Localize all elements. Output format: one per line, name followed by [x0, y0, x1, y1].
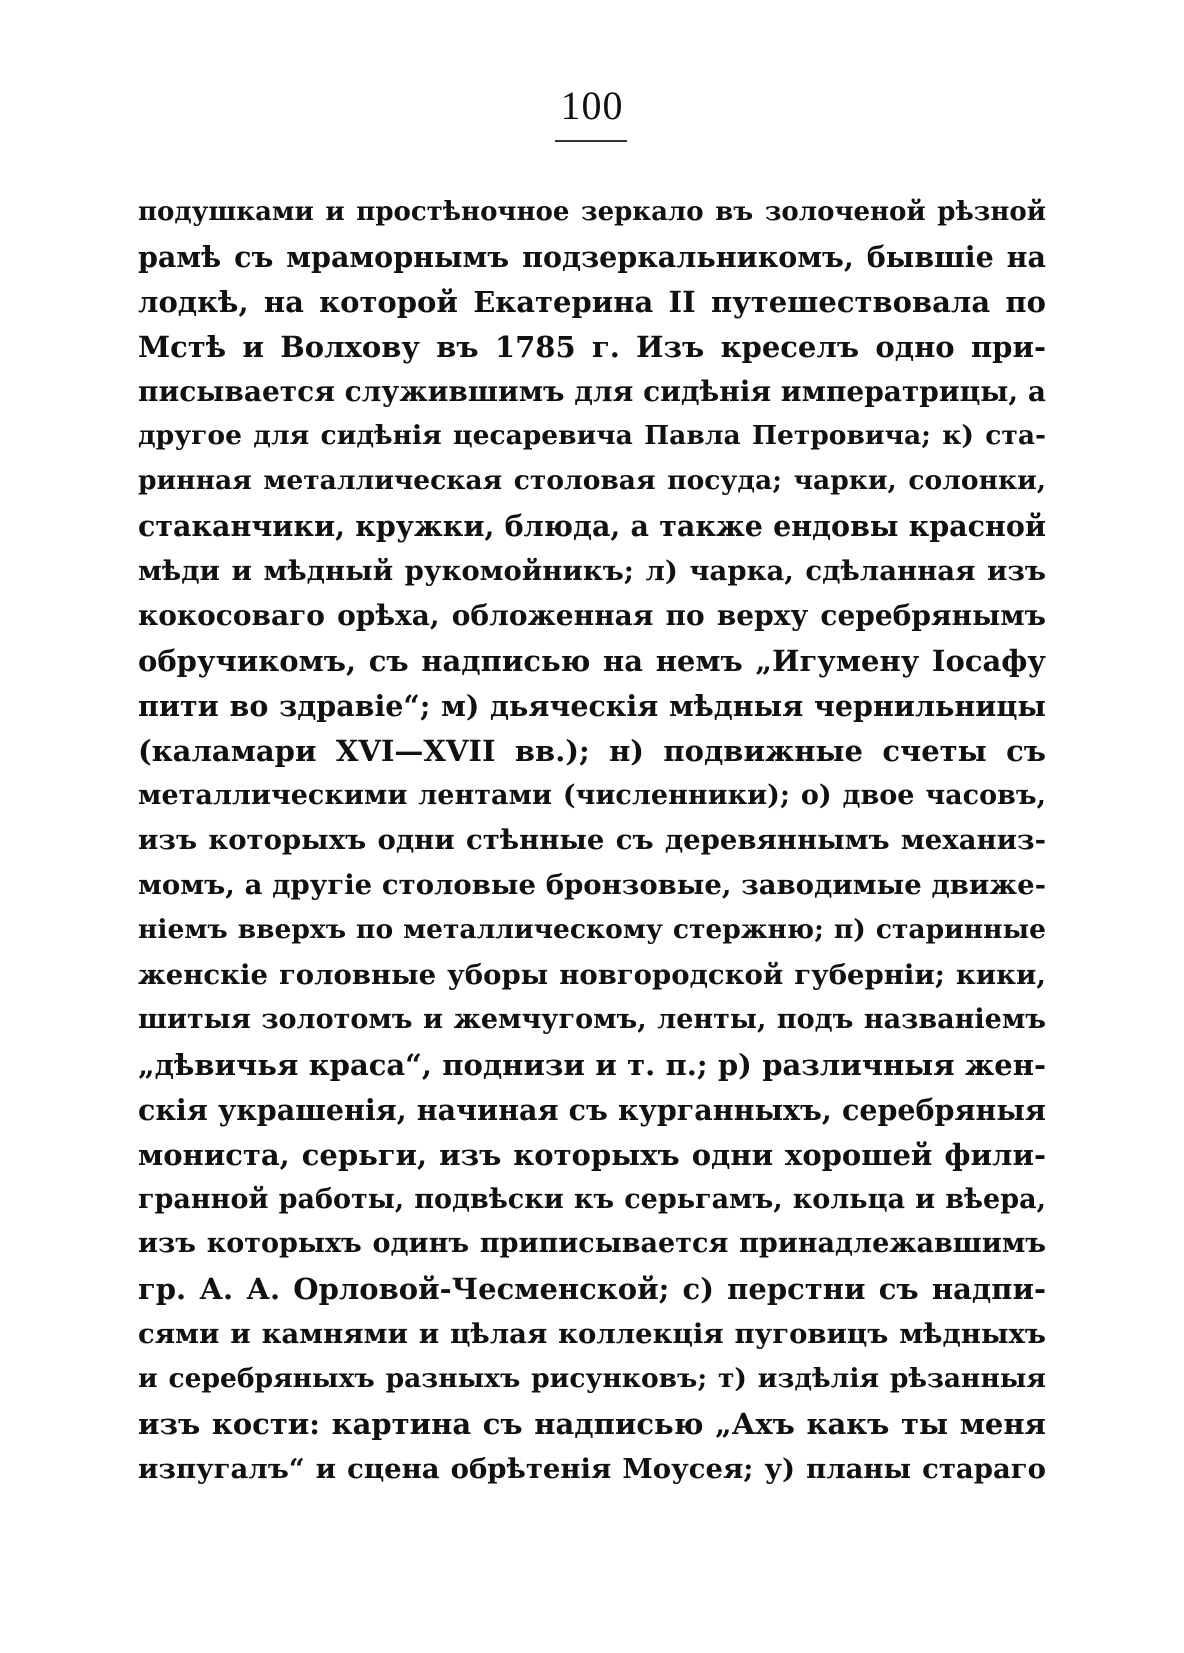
text-line: и серебряныхъ разныхъ рисунковъ; т) издѣлія рѣзанныя: [138, 1363, 1046, 1395]
text-line: мѣди и мѣдный рукомойникъ; л) чарка, сдѣланная изъ: [138, 555, 1046, 588]
text-line: гр. А. А. Орловой-Чесменской; с) перстни съ надпи-: [138, 1272, 1046, 1307]
text-line: скія украшенія, начиная съ курганныхъ, серебряныя: [138, 1092, 1046, 1127]
text-line: изъ которыхъ одни стѣнные съ деревяннымъ механиз-: [138, 824, 1046, 857]
text-line: металлическими лентами (численники); о) двое часовъ,: [138, 779, 1046, 811]
text-line: лодкѣ, на которой Екатерина II путешествовала по: [138, 284, 1046, 319]
text-line: мониста, серьги, изъ которыхъ одни хорошей фили-: [138, 1137, 1046, 1172]
text-line: пити во здравіе“; м) дьяческія мѣдныя чернильницы: [138, 688, 1046, 723]
text-line: шитыя золотомъ и жемчугомъ, ленты, подъ названіемъ: [138, 1004, 1046, 1036]
text-line: сями и камнями и цѣлая коллекція пуговицъ мѣдныхъ: [138, 1318, 1046, 1351]
text-line: „дѣвичья краса“, поднизи и т. п.; р) различныя жен-: [138, 1047, 1046, 1082]
text-line: ринная металлическая столовая посуда; чарки, солонки,: [138, 465, 1046, 497]
text-line: изъ кости: картина съ надписью „Ахъ какъ ты меня: [138, 1407, 1046, 1442]
text-line: рамѣ съ мраморнымъ подзеркальникомъ, бывшіе на: [138, 239, 1046, 274]
body-text: [138, 190, 1046, 1492]
text-line: подушками и простѣночное зеркало въ золоченой рѣзной: [138, 197, 1046, 227]
text-line: гранной работы, подвѣски къ серьгамъ, кольца и вѣера,: [138, 1183, 1046, 1215]
text-line: изпугалъ“ и сцена обрѣтенія Моусея; у) планы стараго: [138, 1452, 1046, 1485]
text-line: другое для сидѣнія цесаревича Павла Петровича; к) ста-: [138, 420, 1046, 452]
text-line: обручикомъ, съ надписью на немъ „Игумену Іосафу: [138, 643, 1046, 678]
text-line: писывается служившимъ для сидѣнія императрицы, а: [138, 374, 1046, 408]
text-line: стаканчики, кружки, блюда, а также ендовы красной: [138, 509, 1046, 544]
text-line: ніемъ вверхъ по металлическому стержню; п) старинные: [138, 914, 1046, 946]
page-number-rule: [555, 140, 627, 142]
text-line: Мстѣ и Волхову въ 1785 г. Изъ креселъ одно при-: [138, 329, 1046, 364]
page-number-container: [0, 82, 1184, 130]
text-line: момъ, а другіе столовые бронзовые, заводимые движе-: [138, 869, 1046, 902]
text-line: (каламари XVI—XVII вв.); н) подвижные счеты съ: [138, 733, 1046, 768]
text-line: женскіе головные уборы новгородской губерніи; кики,: [138, 959, 1046, 992]
page-number: 100: [560, 83, 624, 128]
text-line: кокосоваго орѣха, обложенная по верху серебрянымъ: [138, 599, 1046, 633]
text-line: изъ которыхъ одинъ приписывается принадлежавшимъ: [138, 1228, 1046, 1260]
